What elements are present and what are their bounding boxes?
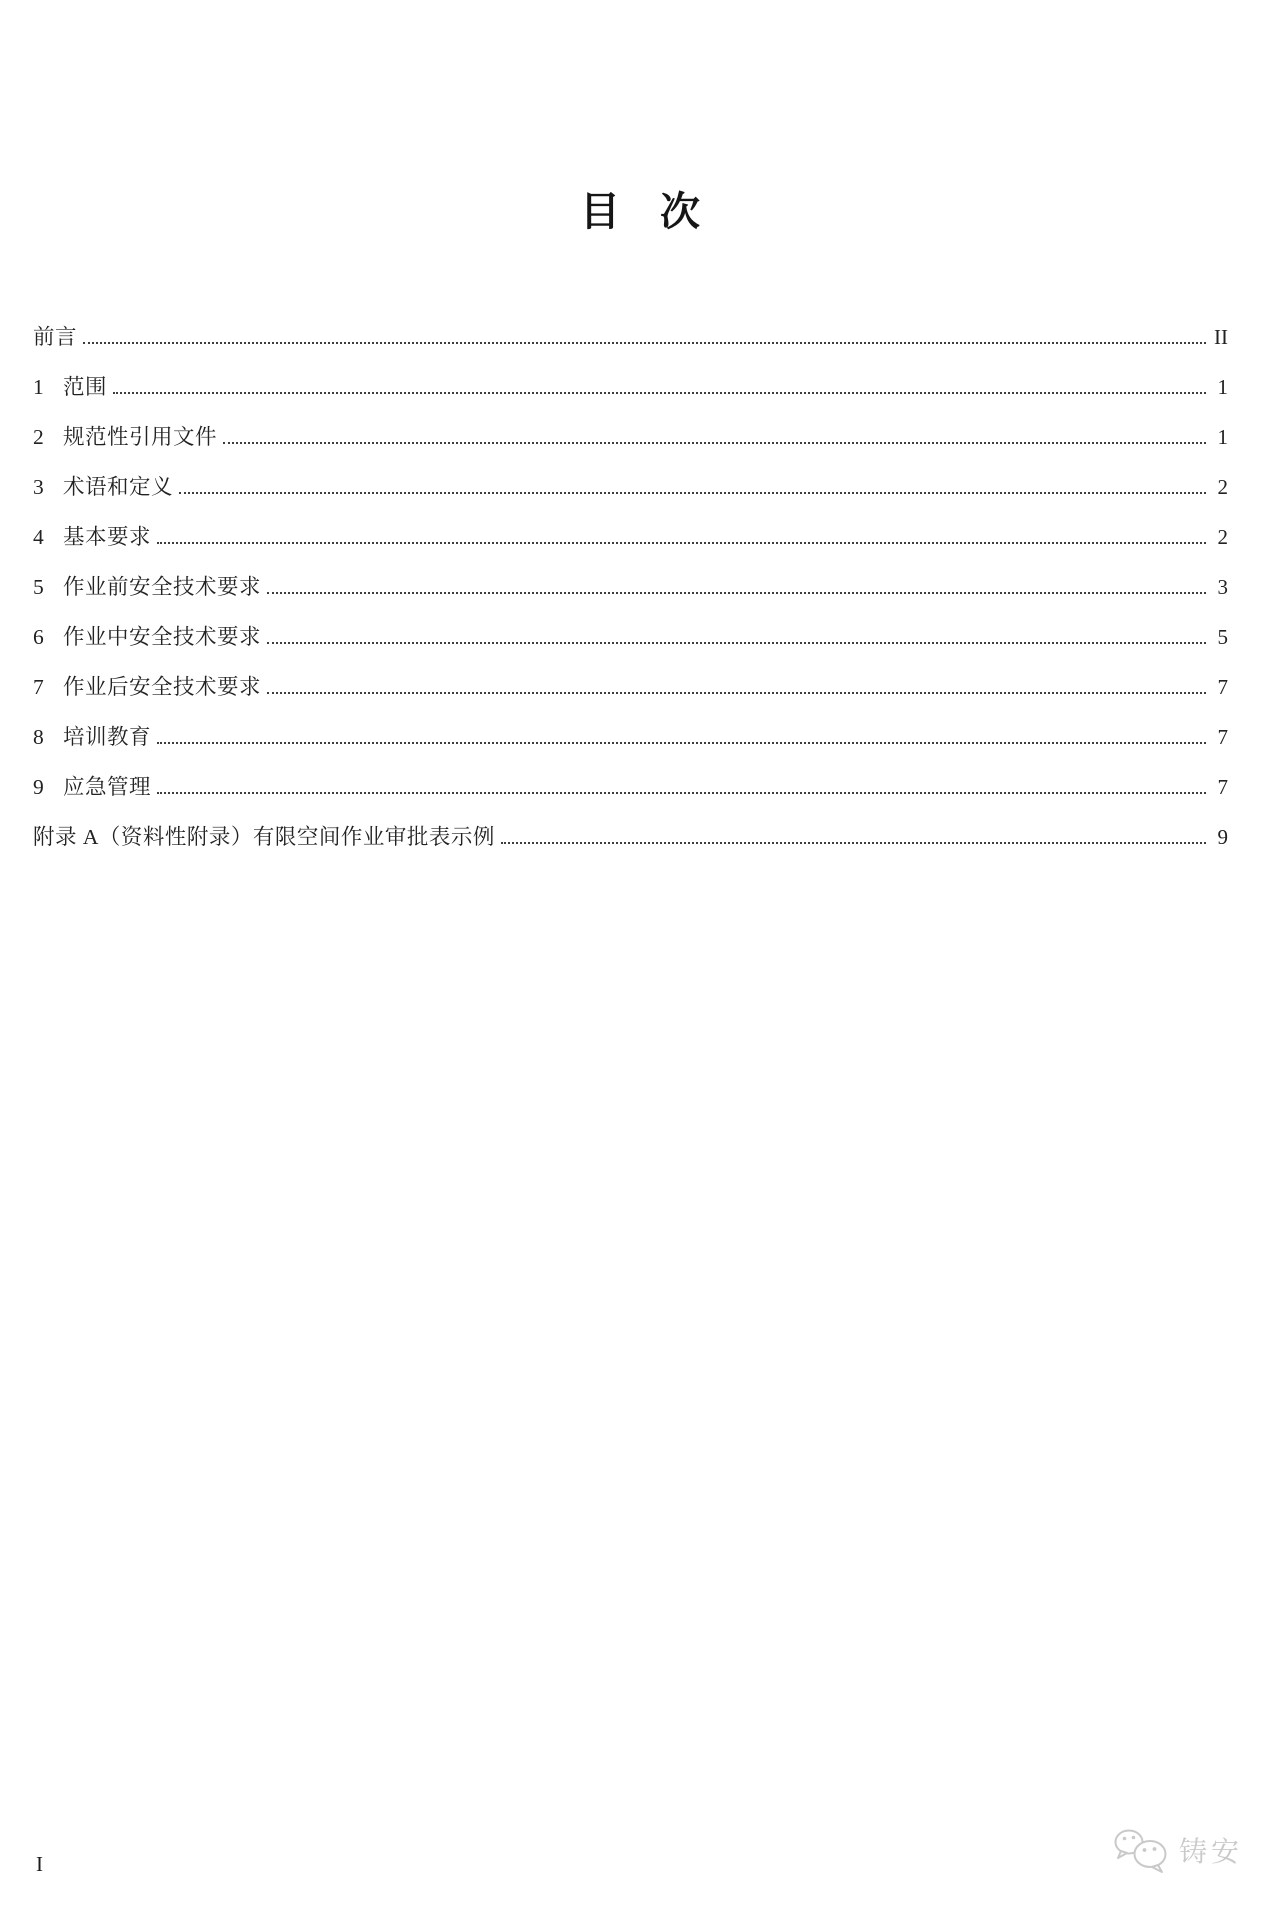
toc-entry-number: 3 <box>33 475 44 499</box>
dot-leader <box>157 742 1206 744</box>
toc-entry-number: 6 <box>33 625 44 649</box>
toc-entry-normative-references <box>33 400 1228 450</box>
table-of-contents <box>33 300 1228 850</box>
toc-entry-number: 5 <box>33 575 44 599</box>
dot-leader <box>157 542 1206 544</box>
toc-entry-number: 4 <box>33 525 44 549</box>
footer-page-number: I <box>36 1852 43 1876</box>
toc-entry-appendix-a <box>33 800 1228 850</box>
toc-entry-page: 1 <box>1217 425 1228 449</box>
toc-entry-page: II <box>1214 325 1228 349</box>
toc-entry-post-work-safety <box>33 650 1228 700</box>
toc-entry-label: 应急管理 <box>63 775 152 799</box>
watermark-text: 铸安 <box>1178 1836 1243 1867</box>
toc-entry-terms-definitions <box>33 450 1228 500</box>
toc-entry-training-education <box>33 700 1228 750</box>
dot-leader <box>223 442 1206 444</box>
toc-entry-label: 规范性引用文件 <box>63 425 218 449</box>
toc-entry-page: 5 <box>1217 625 1228 649</box>
dot-leader <box>267 642 1206 644</box>
dot-leader <box>83 342 1206 344</box>
toc-entry-label: 附录 A（资料性附录）有限空间作业审批表示例 <box>33 825 495 849</box>
dot-leader <box>501 842 1206 844</box>
toc-entry-label: 前言 <box>33 325 78 349</box>
dot-leader <box>179 492 1206 494</box>
dot-leader <box>267 592 1206 594</box>
toc-entry-scope <box>33 350 1228 400</box>
toc-entry-page: 2 <box>1217 525 1228 549</box>
toc-entry-page: 9 <box>1217 825 1228 849</box>
watermark <box>1111 1827 1243 1877</box>
dot-leader <box>113 392 1206 394</box>
toc-entry-page: 7 <box>1217 725 1228 749</box>
toc-entry-label: 范围 <box>63 375 108 399</box>
toc-entry-label: 作业前安全技术要求 <box>63 575 262 599</box>
dot-leader <box>267 692 1206 694</box>
toc-entry-page: 3 <box>1217 575 1228 599</box>
page-title: 目 次 <box>580 190 700 234</box>
toc-entry-label: 术语和定义 <box>63 475 174 499</box>
dot-leader <box>157 792 1206 794</box>
toc-entry-foreword <box>33 300 1228 350</box>
toc-entry-emergency-management <box>33 750 1228 800</box>
toc-entry-number: 9 <box>33 775 44 799</box>
toc-entry-label: 基本要求 <box>63 525 152 549</box>
wechat-icon <box>1111 1827 1173 1877</box>
toc-entry-page: 1 <box>1217 375 1228 399</box>
toc-entry-number: 1 <box>33 375 44 399</box>
toc-entry-number: 7 <box>33 675 44 699</box>
toc-entry-pre-work-safety <box>33 550 1228 600</box>
toc-entry-label: 培训教育 <box>63 725 152 749</box>
toc-entry-page: 7 <box>1217 675 1228 699</box>
toc-entry-page: 2 <box>1217 475 1228 499</box>
toc-entry-during-work-safety <box>33 600 1228 650</box>
toc-entry-page: 7 <box>1217 775 1228 799</box>
toc-entry-label: 作业中安全技术要求 <box>63 625 262 649</box>
toc-entry-basic-requirements <box>33 500 1228 550</box>
toc-entry-number: 8 <box>33 725 44 749</box>
toc-entry-label: 作业后安全技术要求 <box>63 675 262 699</box>
toc-entry-number: 2 <box>33 425 44 449</box>
